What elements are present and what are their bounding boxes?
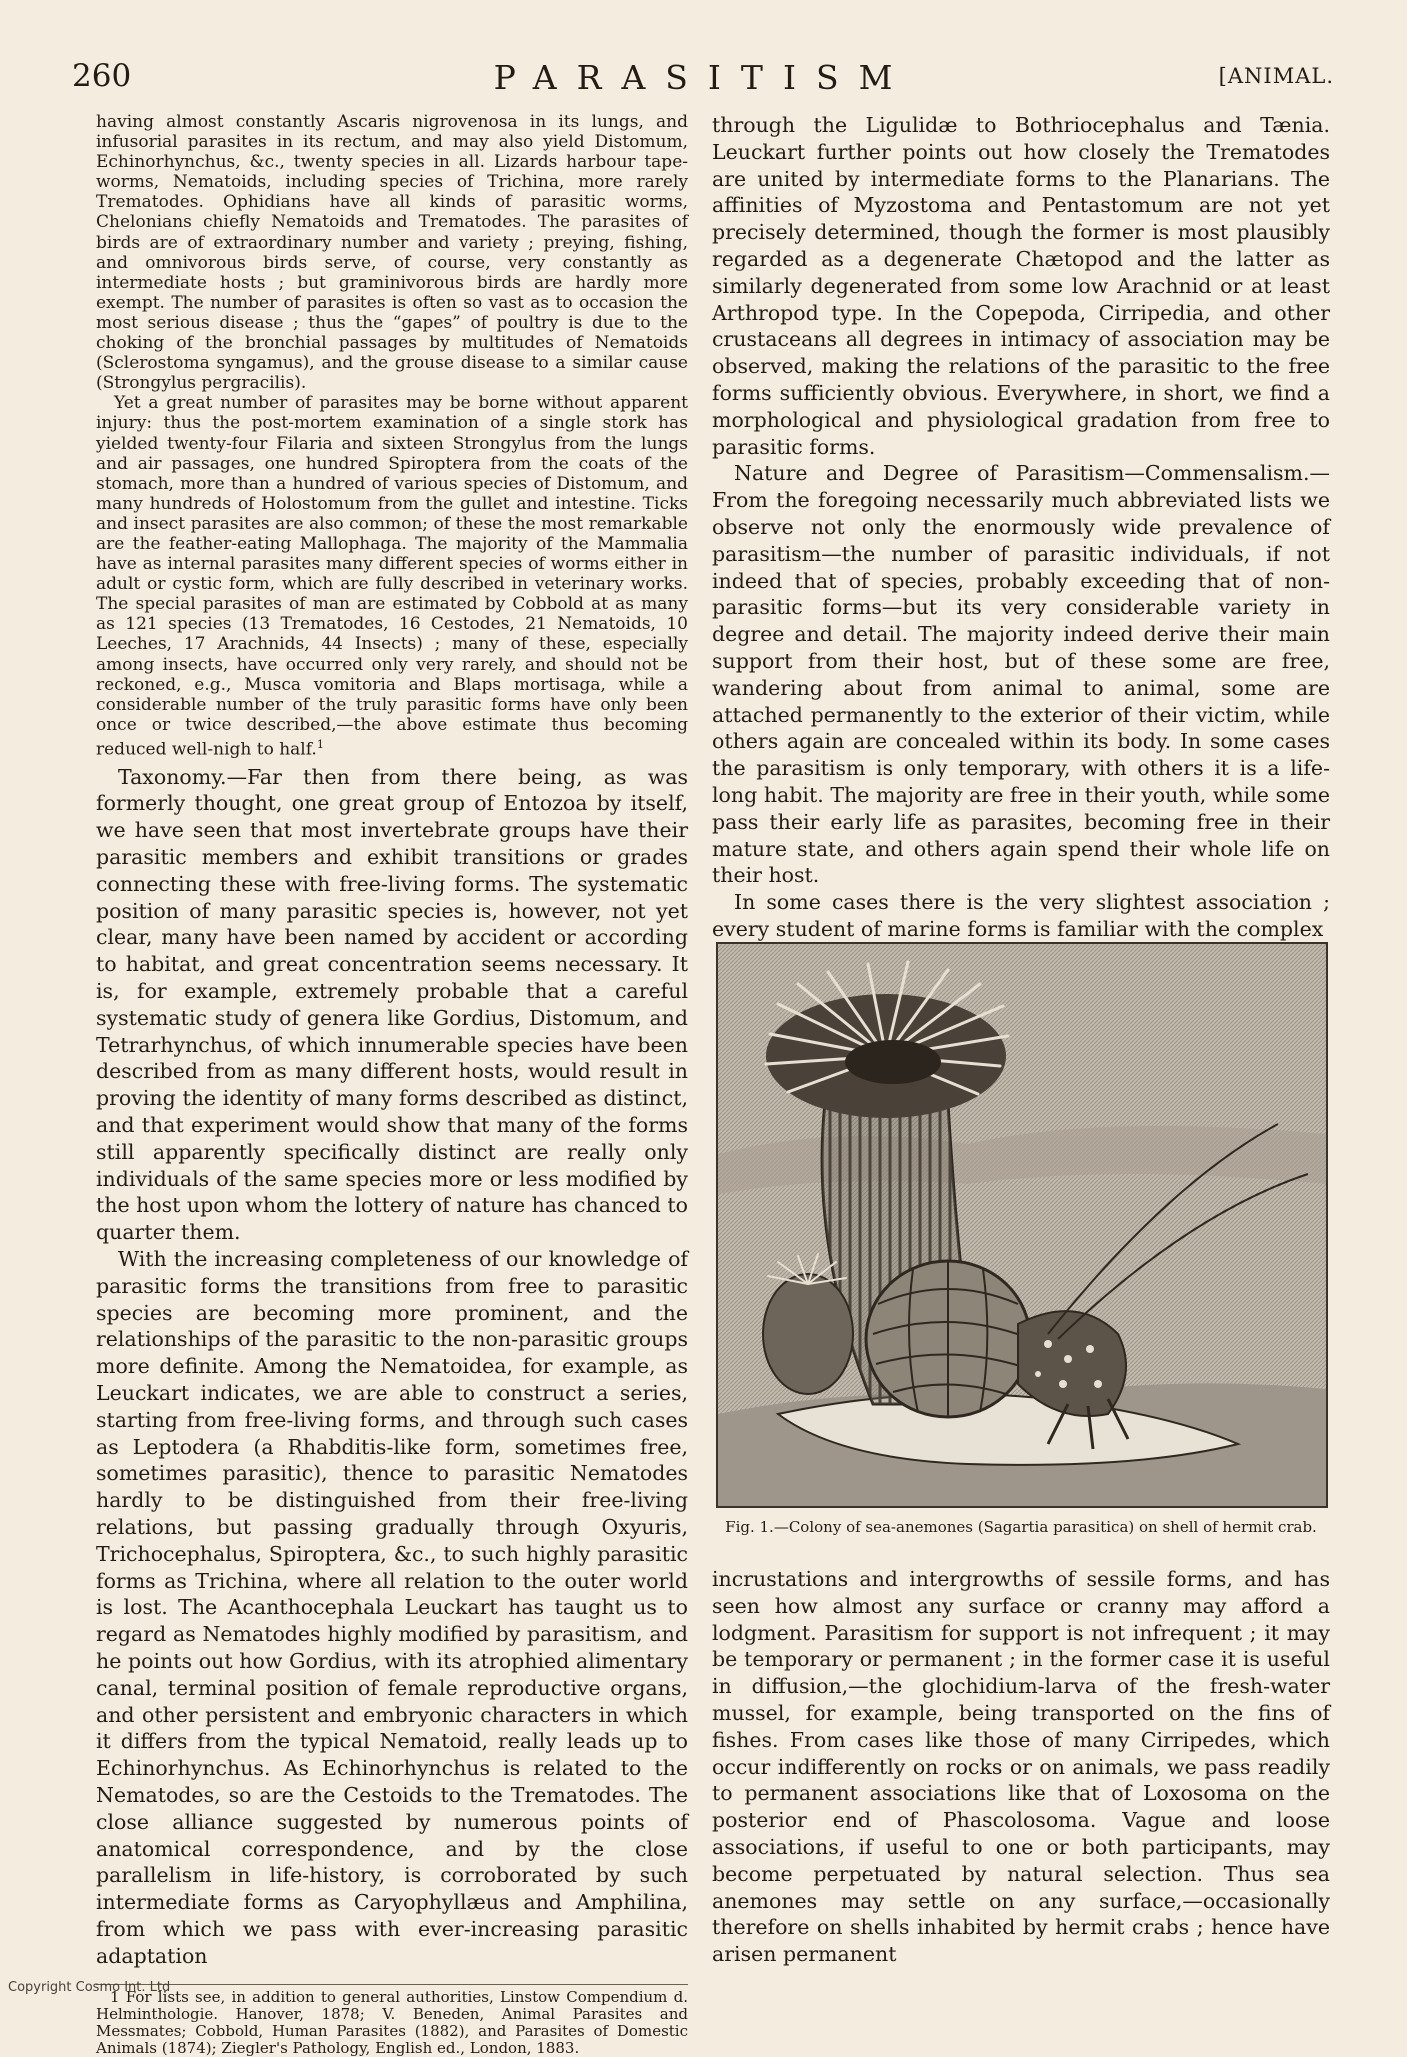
sea-anemone-illustration xyxy=(718,944,1326,1506)
footnote-marker: 1 xyxy=(316,737,324,751)
paragraph: having almost constantly Ascaris nigrovenosa in its lungs, and infusorial parasites in its rectum, and may also yield Distomum, Echinorhynchus, &c., twenty species in all. Lizards harbour tape-worms, Nematoids, including species of Trichina, more rarely Trematodes. Ophidians have all kinds of parasitic worms, Chelonians chiefly Nematoids and Trematodes. The parasites of birds are of extraordinary number and variety ; preying, fishing, and omnivorous birds serve, of course, very constantly as intermediate hosts ; but graminivorous birds are hardly more exempt. The number of parasites is often so vast as to occasion the most serious disease ; thus the “gapes” of poultry is due to the choking of the bronchial passages by multitudes of Nematoids (Sclerostoma syngamus), and the grouse disease to a similar cause (Strongylus pergracilis). xyxy=(96,112,688,394)
running-title: PARASITISM xyxy=(493,58,913,97)
small-print-block xyxy=(96,112,688,760)
paragraph xyxy=(96,393,688,759)
right-column xyxy=(712,112,1330,943)
page-number: 260 xyxy=(72,58,132,94)
right-column-lower xyxy=(712,1566,1330,1968)
left-column xyxy=(96,112,688,2057)
footnote xyxy=(96,1984,688,2057)
paragraph: With the increasing completeness of our knowledge of parasitic forms the transitions from free to parasitic species are becoming more prominent, and the relationships of the parasitic to the non-parasitic groups more definite. Among the Nematoidea, for example, as Leuckart indicates, we are able to construct a series, starting from free-living forms, and through such cases as Leptodera (a Rhabditis-like form, sometimes free, sometimes parasitic), thence to parasitic Nematodes hardly to be distinguished from their free-living relations, but passing gradually through Oxyuris, Trichocephalus, Spiroptera, &c., to such highly parasitic forms as Trichina, where all relation to the outer world is lost. The Acanthocephala Leuckart has taught us to regard as Nematodes highly modified by parasitism, and he points out how Gordius, with its atrophied alimentary canal, terminal position of female reproductive organs, and other persistent and embryonic characters in which it differs from the typical Nematoid, really leads up to Echinorhynchus. As Echinorhynchus is related to the Nematodes, so are the Cestoids to the Trematodes. The close alliance suggested by numerous points of anatomical correspondence, and by the close parallelism in life-history, is corroborated by such intermediate forms as Caryophyllæus and Amphilina, from which we pass with ever-increasing parasitic adaptation xyxy=(96,1247,688,1968)
figure-caption: Fig. 1.—Colony of sea-anemones (Sagartia parasitica) on shell of hermit crab. xyxy=(725,1518,1317,1536)
body-text-block xyxy=(712,112,1330,943)
paragraph-text: Yet a great number of parasites may be borne without apparent injury: thus the post-mortem examination of a single stork has yielded twenty-four Filaria and sixteen Strongylus from the lungs and air passages, one hundred Spiroptera from the coats of the stomach, more than a hundred of various species of Distomum, and many hundreds of Holostomum from the gullet and intestine. Ticks and insect parasites are also common; of these the most remarkable are the feather-eating Mallophaga. The majority of the Mammalia have as internal parasites many different species of worms either in adult or cystic form, which are fully described in veterinary works. The special parasites of man are estimated by Cobbold at as many as 121 species (13 Trematodes, 16 Cestodes, 21 Nematoids, 10 Leeches, 17 Arachnids, 44 Insects) ; many of these, especially among insects, have occurred only very rarely, and should not be reckoned, e.g., Musca vomitoria and Blaps mortisaga, while a considerable number of the truly parasitic forms have only been once or twice described,—the above estimate thus becoming reduced well-nigh to half. xyxy=(96,393,688,760)
paragraph: incrustations and intergrowths of sessile forms, and has seen how almost any surface or cranny may afford a lodgment. Parasitism for support is not infrequent ; it may be temporary or permanent ; in the former case it is useful in diffusion,—the glochidium-larva of the fresh-water mussel, for example, being transported on the fins of fishes. From cases like those of many Cirripedes, which occur indifferently on rocks or on animals, we pass readily to permanent associations like that of Loxosoma on the posterior end of Phascolosoma. Vague and loose associations, if useful to one or both participants, may become perpetuated by natural selection. Thus sea anemones may settle on any surface,—occasionally therefore on shells inhabited by hermit crabs ; hence have arisen permanent xyxy=(712,1567,1330,1967)
engraving-figure xyxy=(716,942,1328,1508)
copyright-watermark: Copyright Cosmo Int. Ltd xyxy=(8,1980,171,1995)
body-text-block xyxy=(96,764,688,1970)
section-label: [ANIMAL. xyxy=(1218,64,1334,88)
paragraph: through the Ligulidæ to Bothriocephalus and Tænia. Leuckart further points out how closely the Trematodes are united by intermediate forms to the Planarians. The affinities of Myzostoma and Pentastomum are not yet precisely determined, though the former is most plausibly regarded as a degenerate Chætopod and the latter as similarly degenerated from some low Arachnid or at least Arthropod type. In the Copepoda, Cirripedia, and other crustaceans all degrees in intimacy of association may be observed, making the relations of the parasitic to the free forms sufficiently obvious. Everywhere, in short, we find a morphological and physiological gradation from free to parasitic forms. xyxy=(712,113,1330,459)
paragraph: Nature and Degree of Parasitism—Commensalism.— From the foregoing necessarily much abbreviated lists we observe not only the enormously wide prevalence of parasitism—the number of parasitic individuals, if not indeed that of species, probably exceeding that of non-parasitic forms—but its very considerable variety in degree and detail. The majority indeed derive their main support from their host, but of these some are free, wandering about from animal to animal, some are attached permanently to the exterior of their victim, while others again are concealed within its body. In some cases the parasitism is only temporary, with others it is a life-long habit. The majority are free in their youth, while some pass their early life as parasites, becoming free in their mature state, and others again spend their whole life on their host. xyxy=(712,461,1330,888)
footnote-text: 1 For lists see, in addition to general authorities, Linstow Compendium d. Helminthologie. Hanover, 1878; V. Beneden, Animal Parasites and Messmates; Cobbold, Human Parasites (1882), and Parasites of Domestic Animals (1874); Ziegler's Pathology, English ed., London, 1883. xyxy=(96,1987,688,2057)
page-header xyxy=(72,58,1334,108)
paragraph: In some cases there is the very slightest association ; every student of marine forms is familiar with the complex xyxy=(712,890,1330,941)
paragraph: Taxonomy.—Far then from there being, as was formerly thought, one great group of Entozoa by itself, we have seen that most invertebrate groups have their parasitic members and exhibit transitions or grades connecting these with free-living forms. The systematic position of many parasitic species is, however, not yet clear, many have been named by accident or according to habitat, and great concentration seems necessary. It is, for example, extremely probable that a careful systematic study of genera like Gordius, Distomum, and Tetrarhynchus, of which innumerable species have been described from as many different hosts, would result in proving the identity of many forms described as distinct, and that experiment would show that many of the forms still apparently specifically distinct are really only individuals of the same species more or less modified by the host upon whom the lottery of nature has chanced to quarter them. xyxy=(96,764,688,1245)
